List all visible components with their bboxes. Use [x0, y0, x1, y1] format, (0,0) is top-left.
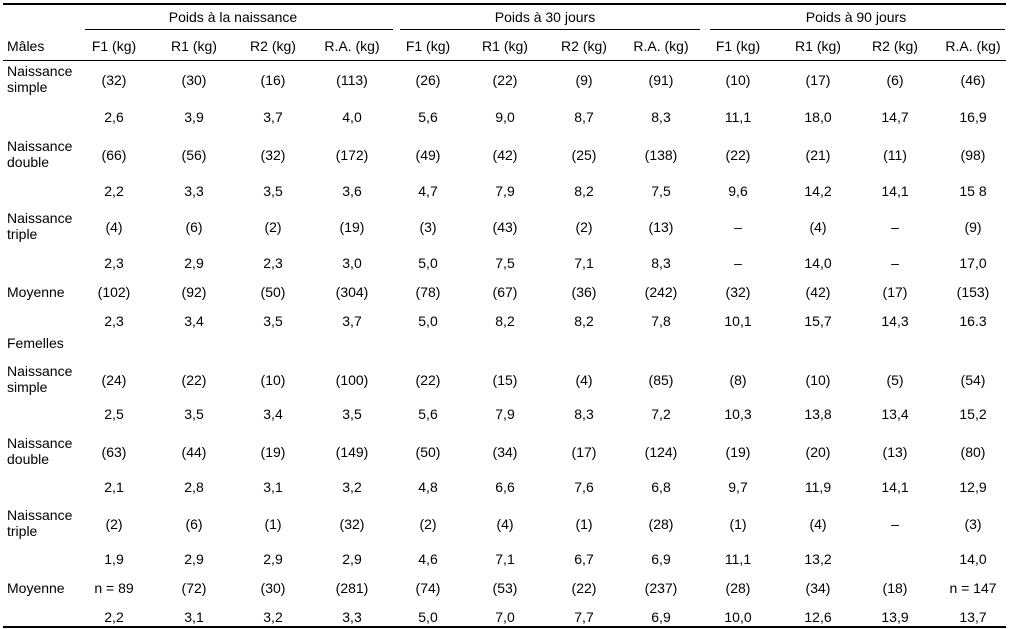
table-cell: (4) [105, 219, 123, 235]
table-cell: (304) [335, 284, 369, 300]
column-header: R2 (kg) [561, 38, 607, 54]
table-cell: (13) [648, 219, 674, 235]
table-cell: (25) [571, 147, 597, 163]
table-cell: (22) [571, 580, 597, 596]
column-header: F1 (kg) [715, 38, 761, 54]
row-label: Moyenne [7, 580, 65, 596]
table-cell: (19) [260, 444, 286, 460]
table-cell: (4) [575, 372, 593, 388]
table-cell: 5,6 [418, 406, 438, 422]
table-cell: 5,0 [418, 255, 438, 271]
table-cell: 6,9 [651, 609, 671, 625]
column-header: R.A. (kg) [945, 38, 1001, 54]
group-underline-2 [400, 29, 700, 30]
table-cell: 13,2 [804, 551, 832, 567]
table-cell: 8,2 [495, 313, 515, 329]
table-cell: (4) [496, 516, 514, 532]
table-cell: (54) [960, 372, 986, 388]
table-cell: (6) [886, 72, 904, 88]
row-label: Naissance double [7, 435, 73, 467]
group-underline-1 [85, 29, 393, 30]
table-cell: (1) [729, 516, 747, 532]
table-cell: 10,0 [724, 609, 752, 625]
table-cell: 6,9 [651, 551, 671, 567]
table-cell: 6,8 [651, 479, 671, 495]
column-header: R2 (kg) [250, 38, 296, 54]
table-cell: (32) [725, 284, 751, 300]
table-cell: (19) [725, 444, 751, 460]
table-cell: (49) [415, 147, 441, 163]
table-cell: 14,1 [881, 183, 909, 199]
table-cell: (22) [181, 372, 207, 388]
column-header: R.A. (kg) [633, 38, 689, 54]
table-cell: (50) [260, 284, 286, 300]
table-cell: (42) [805, 284, 831, 300]
table-cell: (42) [492, 147, 518, 163]
table-cell: (53) [492, 580, 518, 596]
table-cell: 3,0 [342, 255, 362, 271]
table-cell: (2) [105, 516, 123, 532]
table-cell: 2,9 [342, 551, 362, 567]
table-cell: 3,7 [342, 313, 362, 329]
table-cell: 2,5 [104, 406, 124, 422]
table-cell: (50) [415, 444, 441, 460]
column-header: R2 (kg) [872, 38, 918, 54]
table-cell: (4) [809, 516, 827, 532]
table-cell: 3,5 [263, 183, 283, 199]
table-cell: 4,8 [418, 479, 438, 495]
table-cell: 8,3 [651, 255, 671, 271]
table-cell: – [891, 516, 899, 532]
table-cell: (26) [415, 72, 441, 88]
group-underline-3 [710, 29, 1005, 30]
table-cell: 15,7 [804, 313, 832, 329]
table-cell: (172) [335, 147, 369, 163]
table-cell: 3,4 [184, 313, 204, 329]
table-cell: (2) [419, 516, 437, 532]
table-cell: 2,3 [263, 255, 283, 271]
table-cell: 1,9 [104, 551, 124, 567]
table-cell: (43) [492, 219, 518, 235]
table-cell: 8,2 [574, 183, 594, 199]
table-cell: (36) [571, 284, 597, 300]
table-cell: (4) [809, 219, 827, 235]
table-cell: 5,0 [418, 609, 438, 625]
table-cell: (138) [644, 147, 678, 163]
table-cell: 3,1 [263, 479, 283, 495]
table-cell: 18,0 [804, 109, 832, 125]
table-cell: 7,9 [495, 406, 515, 422]
table-cell: n = 89 [94, 580, 134, 596]
table-cell: (21) [805, 147, 831, 163]
group-header: Poids à 90 jours [805, 9, 907, 25]
table-cell: (15) [492, 372, 518, 388]
table-cell: 3,5 [263, 313, 283, 329]
table-cell: (13) [882, 444, 908, 460]
table-cell: n = 147 [949, 580, 997, 596]
table-cell: 7,2 [651, 406, 671, 422]
table-cell: 8,2 [574, 313, 594, 329]
table-cell: (1) [264, 516, 282, 532]
table-cell: 7,5 [495, 255, 515, 271]
table-cell: (113) [336, 72, 368, 88]
table-cell: 12,6 [804, 609, 832, 625]
table-cell: 5,0 [418, 313, 438, 329]
table-cell: (91) [648, 72, 674, 88]
table-cell: 3,2 [263, 609, 283, 625]
table-cell: (92) [181, 284, 207, 300]
table-cell: – [734, 255, 742, 271]
table-cell: (10) [725, 72, 751, 88]
table-cell: (9) [964, 219, 982, 235]
table-cell: 13,4 [881, 406, 909, 422]
table-cell: (56) [181, 147, 207, 163]
table-cell: (18) [882, 580, 908, 596]
table-cell: (34) [492, 444, 518, 460]
table-cell: (9) [575, 72, 593, 88]
table-cell: 2,6 [104, 109, 124, 125]
table-cell: 14,2 [804, 183, 832, 199]
table-cell: (124) [644, 444, 678, 460]
table-cell: 7,6 [574, 479, 594, 495]
table-cell: – [734, 219, 742, 235]
table-cell: (6) [185, 516, 203, 532]
table-cell: (63) [101, 444, 127, 460]
table-cell: 2,3 [104, 313, 124, 329]
table-cell: 2,8 [184, 479, 204, 495]
table-cell: (19) [339, 219, 365, 235]
row-label: Naissance triple [7, 507, 73, 539]
table-cell: 7,5 [651, 183, 671, 199]
table-cell: 3,1 [184, 609, 204, 625]
bottom-rule [3, 626, 1006, 628]
table-cell: 16.3 [959, 313, 987, 329]
table-cell: 7,0 [495, 609, 515, 625]
table-cell: 8,3 [651, 109, 671, 125]
table-cell: (30) [181, 72, 207, 88]
table-cell: (78) [415, 284, 441, 300]
group-header: Poids à la naissance [168, 9, 298, 25]
table-cell: 4,6 [418, 551, 438, 567]
column-header: F1 (kg) [91, 38, 137, 54]
table-cell: 11,9 [804, 479, 832, 495]
table-cell: (72) [181, 580, 207, 596]
table-cell: 4,0 [342, 109, 362, 125]
table-cell: (17) [571, 444, 597, 460]
table-cell: (149) [335, 444, 369, 460]
column-header: F1 (kg) [405, 38, 451, 54]
table-cell: 10,3 [724, 406, 752, 422]
table-cell: 3,6 [342, 183, 362, 199]
table-cell: (100) [335, 372, 369, 388]
table-cell: (10) [805, 372, 831, 388]
table-cell: (20) [805, 444, 831, 460]
table-cell: (32) [339, 516, 365, 532]
table-cell: (242) [644, 284, 678, 300]
table-cell: 3,3 [184, 183, 204, 199]
table-cell: 5,6 [418, 109, 438, 125]
table-cell: 15,2 [959, 406, 987, 422]
row-label: Naissance triple [7, 210, 73, 242]
table-cell: 8,3 [574, 406, 594, 422]
table-cell: 9,0 [495, 109, 515, 125]
row-label: Naissance simple [7, 63, 73, 95]
table-cell: 10,1 [724, 313, 752, 329]
table-cell: (17) [882, 284, 908, 300]
table-cell: 11,1 [724, 109, 752, 125]
table-cell: (32) [101, 72, 127, 88]
table-cell: (237) [644, 580, 678, 596]
table-cell: – [891, 255, 899, 271]
table-cell: 9,7 [728, 479, 748, 495]
table-cell: 3,5 [342, 406, 362, 422]
table-cell: 3,5 [184, 406, 204, 422]
table-cell: 3,7 [263, 109, 283, 125]
table-cell: 14,0 [804, 255, 832, 271]
table-cell: 3,3 [342, 609, 362, 625]
table-cell: – [891, 219, 899, 235]
table-cell: 7,7 [574, 609, 594, 625]
table-cell: (16) [260, 72, 286, 88]
table-cell: (3) [964, 516, 982, 532]
table-cell: (153) [956, 284, 990, 300]
column-header: R1 (kg) [171, 38, 217, 54]
table-cell: (85) [648, 372, 674, 388]
table-cell: 14,1 [881, 479, 909, 495]
table-cell: (98) [960, 147, 986, 163]
table-cell: (22) [725, 147, 751, 163]
table-cell: (5) [886, 372, 904, 388]
table-cell: 2,2 [104, 609, 124, 625]
table-cell: 13,9 [881, 609, 909, 625]
table-cell: 14,3 [881, 313, 909, 329]
table-cell: 2,2 [104, 183, 124, 199]
table-cell: 6,6 [495, 479, 515, 495]
table-cell: 15 8 [959, 183, 987, 199]
table-cell: (102) [97, 284, 131, 300]
table-cell: 7,9 [495, 183, 515, 199]
table-cell: 13,7 [959, 609, 987, 625]
table-cell: 3,2 [342, 479, 362, 495]
table-cell: 13,8 [804, 406, 832, 422]
table-cell: 14,0 [959, 551, 987, 567]
table-cell: (24) [101, 372, 127, 388]
column-header: R1 (kg) [795, 38, 841, 54]
table-cell: (44) [181, 444, 207, 460]
table-cell: 2,9 [263, 551, 283, 567]
table-cell: (32) [260, 147, 286, 163]
table-cell: (6) [185, 219, 203, 235]
table-cell: 7,8 [651, 313, 671, 329]
table-cell: (46) [960, 72, 986, 88]
table-cell: 11,1 [724, 551, 752, 567]
table-cell: 7,1 [495, 551, 515, 567]
column-header: R1 (kg) [482, 38, 528, 54]
table-cell: (8) [729, 372, 747, 388]
table-cell: 12,9 [959, 479, 987, 495]
table-cell: (2) [575, 219, 593, 235]
table-cell: (28) [725, 580, 751, 596]
table-cell: 2,1 [104, 479, 124, 495]
table-cell: (66) [101, 147, 127, 163]
table-cell: (1) [575, 516, 593, 532]
row-label: Naissance simple [7, 363, 73, 395]
table-cell: (10) [260, 372, 286, 388]
table-cell: (80) [960, 444, 986, 460]
row-label: Naissance double [7, 138, 73, 170]
table-cell: 9,6 [728, 183, 748, 199]
row-label: Moyenne [7, 284, 65, 300]
table-cell: 2,9 [184, 255, 204, 271]
group-header: Poids à 30 jours [494, 9, 596, 25]
table-cell: 3,9 [184, 109, 204, 125]
table-cell: 2,9 [184, 551, 204, 567]
table-cell: 17,0 [959, 255, 987, 271]
row-label: Femelles [7, 335, 64, 351]
table-cell: (22) [492, 72, 518, 88]
column-header: R.A. (kg) [324, 38, 380, 54]
table-cell: (17) [805, 72, 831, 88]
table-cell: 16,9 [959, 109, 987, 125]
table-cell: (22) [415, 372, 441, 388]
top-rule [3, 3, 1006, 5]
table-cell: (67) [492, 284, 518, 300]
table-cell: 14,7 [881, 109, 909, 125]
table-cell: (3) [419, 219, 437, 235]
table-cell: 8,7 [574, 109, 594, 125]
table-cell: (281) [335, 580, 369, 596]
table-cell: 6,7 [574, 551, 594, 567]
table-cell: (74) [415, 580, 441, 596]
table-cell: (28) [648, 516, 674, 532]
table-cell: (34) [805, 580, 831, 596]
table-cell: (30) [260, 580, 286, 596]
table-cell: 3,4 [263, 406, 283, 422]
table-cell: 2,3 [104, 255, 124, 271]
table-cell: 7,1 [574, 255, 594, 271]
table-cell: 4,7 [418, 183, 438, 199]
row-label-header: Mâles [7, 38, 45, 54]
header-rule [3, 60, 1006, 61]
table-cell: (2) [264, 219, 282, 235]
table-cell: (11) [883, 147, 907, 163]
